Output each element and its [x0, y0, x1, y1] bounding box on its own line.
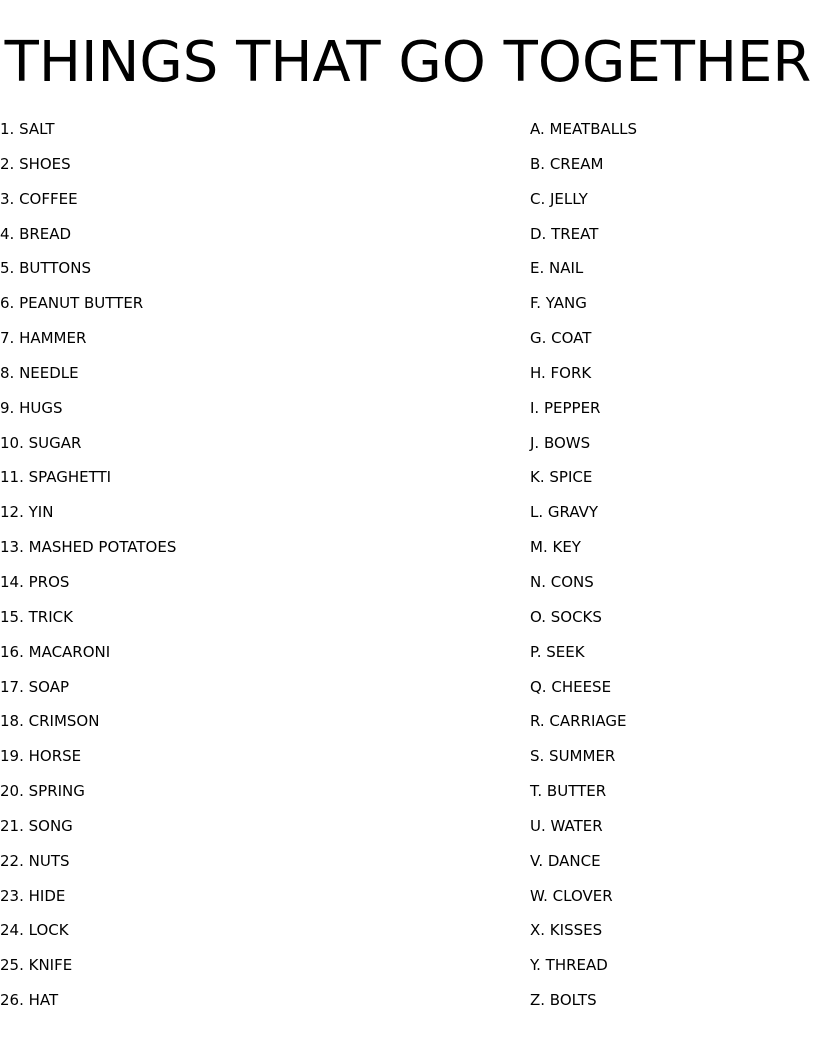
left-item: 5. BUTTONS: [0, 259, 91, 278]
right-item: X. KISSES: [530, 921, 603, 940]
right-item: L. GRAVY: [530, 503, 599, 522]
left-item: 8. NEEDLE: [0, 363, 79, 382]
right-item: Z. BOLTS: [530, 991, 597, 1010]
left-item: 4. BREAD: [0, 224, 72, 243]
right-item: Y. THREAD: [530, 956, 608, 975]
left-item: 9. HUGS: [0, 398, 63, 417]
left-item: 10. SUGAR: [0, 433, 82, 452]
right-item: W. CLOVER: [530, 886, 613, 905]
right-item: S. SUMMER: [530, 747, 616, 766]
left-item: 23. HIDE: [0, 886, 66, 905]
right-item: D. TREAT: [530, 224, 599, 243]
right-item: V. DANCE: [530, 851, 601, 870]
right-item: T. BUTTER: [530, 782, 607, 801]
right-item: O. SOCKS: [530, 607, 602, 626]
right-item: E. NAIL: [530, 259, 584, 278]
right-item: G. COAT: [530, 329, 592, 348]
left-item: 7. HAMMER: [0, 329, 87, 348]
right-item: Q. CHEESE: [530, 677, 612, 696]
right-item: P. SEEK: [530, 642, 585, 661]
right-item: H. FORK: [530, 363, 592, 382]
right-item: M. KEY: [530, 538, 581, 557]
left-item: 22. NUTS: [0, 851, 70, 870]
right-item: N. CONS: [530, 572, 594, 591]
left-item: 2. SHOES: [0, 154, 71, 173]
left-item: 17. SOAP: [0, 677, 69, 696]
left-item: 12. YIN: [0, 503, 54, 522]
left-item: 11. SPAGHETTI: [0, 468, 112, 487]
right-item: A. MEATBALLS: [530, 120, 637, 138]
left-item: 16. MACARONI: [0, 642, 111, 661]
right-item: K. SPICE: [530, 468, 593, 487]
right-item: R. CARRIAGE: [530, 712, 627, 731]
right-item: I. PEPPER: [530, 398, 601, 417]
right-column-list: [530, 112, 637, 1018]
right-item: C. JELLY: [530, 189, 588, 208]
page-title: THINGS THAT GO TOGETHER: [4, 30, 812, 95]
left-item: 1. SALT: [0, 120, 55, 138]
left-item: 24. LOCK: [0, 921, 69, 940]
left-item: 14. PROS: [0, 572, 70, 591]
left-item: 18. CRIMSON: [0, 712, 100, 731]
left-item: 6. PEANUT BUTTER: [0, 294, 144, 313]
left-item: 3. COFFEE: [0, 189, 78, 208]
left-item: 15. TRICK: [0, 607, 73, 626]
right-item: B. CREAM: [530, 154, 604, 173]
left-item: 13. MASHED POTATOES: [0, 538, 177, 557]
right-item: J. BOWS: [530, 433, 591, 452]
left-item: 21. SONG: [0, 816, 73, 835]
left-item: 26. HAT: [0, 991, 59, 1010]
right-item: U. WATER: [530, 816, 603, 835]
left-column-list: [0, 112, 176, 1018]
left-item: 25. KNIFE: [0, 956, 73, 975]
right-item: F. YANG: [530, 294, 587, 313]
left-item: 19. HORSE: [0, 747, 82, 766]
left-item: 20. SPRING: [0, 782, 85, 801]
